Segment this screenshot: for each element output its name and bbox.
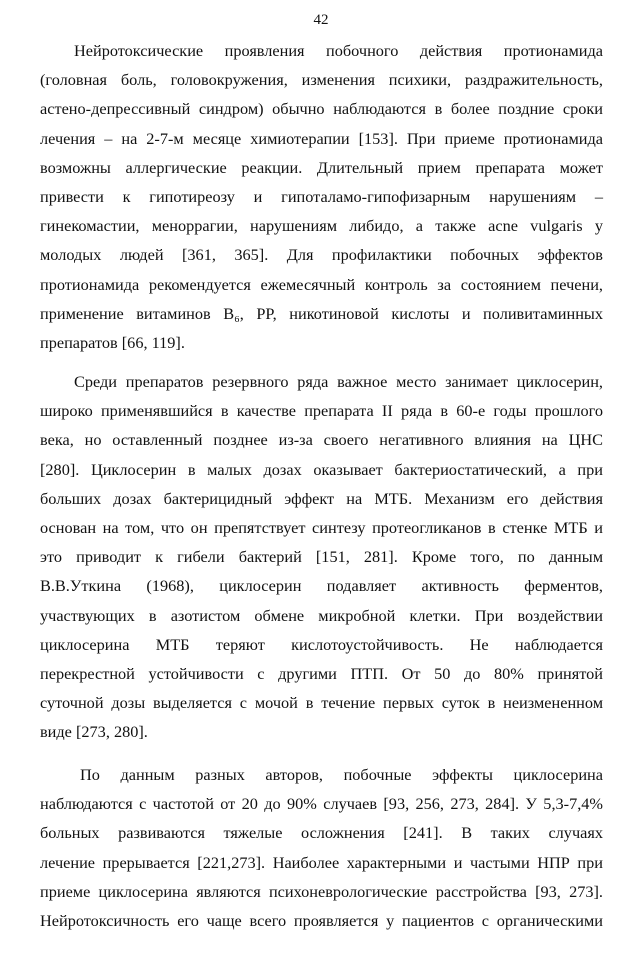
- text-line: протионамида рекомендуется ежемесячный контроль за состоянием печени,: [40, 274, 603, 294]
- text-line: наблюдаются с частотой от 20 до 90% случаев [93, 256, 273, 284]. У 5,3-7,4%: [40, 794, 603, 814]
- text-line: больных развиваются тяжелые осложнения [241]. В таких случаях: [40, 823, 603, 843]
- text-line: перекрестной устойчивости с другими ПТП. От 50 до 80% принятой: [40, 663, 603, 683]
- text-line: лечение прерывается [221,273]. Наиболее характерными и частыми НПР при: [40, 852, 603, 872]
- text-line: Нейротоксические проявления побочного действия протионамида: [74, 41, 603, 60]
- paragraph-cycloserine-adverse-reactions: [40, 760, 603, 935]
- page-number: 42: [313, 12, 329, 28]
- text-line: широко применявшийся в качестве препарата II ряда в 60-е годы прошлого: [40, 401, 603, 421]
- text-line: В.В.Уткина (1968), циклосерин подавляет активность ферментов,: [40, 576, 603, 596]
- text-line: возможны аллергические реакции. Длительный прием препарата может: [40, 157, 603, 177]
- text-line: применение витаминов B₆, PP, никотиновой кислоты и поливитаминных: [40, 303, 603, 323]
- text-line: участвующих в азотистом обмене микробной клетки. При воздействии: [40, 605, 603, 625]
- text-line: препаратов [66, 119].: [40, 332, 185, 352]
- text-line: Среди препаратов резервного ряда важное место занимает циклосерин,: [74, 372, 603, 391]
- text-line: Нейротоксичность его чаще всего проявляется у пациентов с органическими: [40, 910, 603, 930]
- text-line: циклосерина МТБ теряют кислотоустойчивость. Не наблюдается: [40, 634, 603, 654]
- text-line: века, но оставленный позднее из-за своего негативного влияния на ЦНС: [40, 430, 603, 450]
- text-line: это приводит к гибели бактерий [151, 281]. Кроме того, по данным: [40, 547, 603, 567]
- paragraph-cycloserine: [40, 367, 603, 746]
- text-line: больших дозах бактерицидный эффект на МТБ. Механизм его действия: [40, 488, 603, 508]
- text-line: виде [273, 280].: [40, 722, 148, 742]
- text-line: [280]. Циклосерин в малых дозах оказывает бактериостатический, а при: [40, 459, 603, 479]
- paragraph-prothionamide-side-effects: [40, 36, 603, 357]
- text-line: По данным разных авторов, побочные эффекты циклосерина: [80, 765, 603, 784]
- text-line: лечения – на 2-7-м месяце химиотерапии [153]. При приеме протионамида: [40, 128, 603, 148]
- text-line: суточной дозы выделяется с мочой в течение первых суток в неизмененном: [40, 693, 603, 713]
- text-line: привести к гипотиреозу и гипоталамо-гипофизарным нарушениям –: [40, 186, 603, 206]
- text-line: основан на том, что он препятствует синтезу протеогликанов в стенке МТБ и: [40, 517, 603, 537]
- text-line: молодых людей [361, 365]. Для профилактики побочных эффектов: [40, 245, 603, 265]
- text-line: гинекомастии, меноррагии, нарушениям либидо, а также acne vulgaris у: [40, 216, 603, 236]
- text-line: приеме циклосерина являются психоневрологические расстройства [93, 273].: [40, 881, 603, 901]
- text-line: (головная боль, головокружения, изменения психики, раздражительность,: [40, 70, 603, 90]
- text-line: астено-депрессивный синдром) обычно наблюдаются в более поздние сроки: [40, 99, 603, 119]
